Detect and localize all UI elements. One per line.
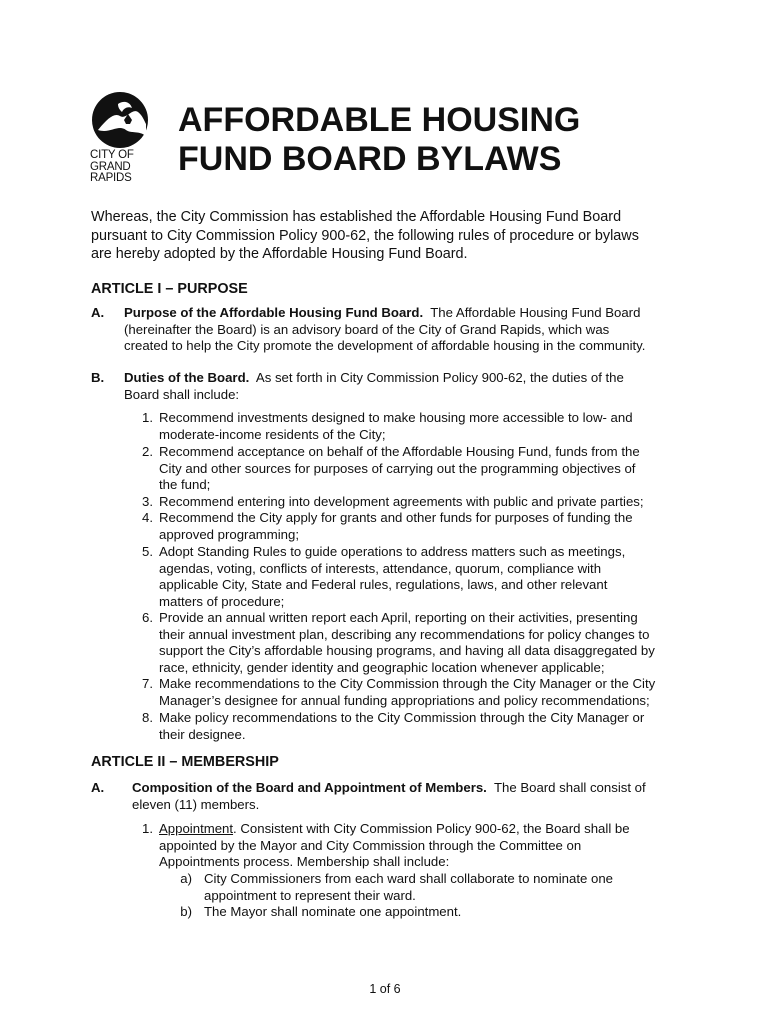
membership-section-a-title: Composition of the Board and Appointment of Members. (132, 780, 487, 795)
section-b-line-2: Board shall include: (124, 386, 240, 402)
section-a-letter: A. (91, 305, 105, 320)
list-item-number: 1. (142, 821, 153, 836)
list-item-line: their annual investment plan, describing any recommendations for policy changes to (159, 626, 650, 642)
article-1-heading: ARTICLE I – PURPOSE (91, 281, 248, 297)
page-number: 1 of 6 (369, 982, 401, 996)
appointment-line-1: . Consistent with City Commission Policy 900-62, the Board shall be (233, 821, 630, 836)
logo-line-3: RAPIDS (90, 172, 132, 184)
list-item-line: Manager’s designee for annual funding appropriations and policy recommendations; (159, 692, 650, 708)
list-item-number: 4. (142, 510, 153, 525)
title-line-1: AFFORDABLE HOUSING (178, 101, 581, 139)
list-item-line: support the City’s affordable housing programs, and having all data disaggregated by (159, 643, 655, 659)
list-item-line: the fund; (159, 477, 211, 493)
list-item-line: Provide an annual written report each April, reporting on their activities, presenting (159, 610, 638, 625)
list-item-number: 5. (142, 544, 153, 559)
membership-section-a-body (132, 780, 692, 813)
list-item-line: Recommend investments designed to make housing more accessible to low- and (159, 410, 633, 425)
membership-section-a-line-2: eleven (11) members. (132, 796, 260, 812)
membership-section-a-line-1: The Board shall consist of (493, 780, 646, 795)
list-item-line: Recommend acceptance on behalf of the Affordable Housing Fund, funds from the (159, 444, 640, 459)
sub-list-item-line: The Mayor shall nominate one appointment. (204, 904, 462, 919)
list-item-number: 8. (142, 710, 153, 725)
list-item-line: Adopt Standing Rules to guide operations to address matters such as meetings, (159, 544, 626, 559)
section-b-line-1: As set forth in City Commission Policy 900-62, the duties of the (255, 370, 624, 385)
logo-line-1: CITY OF (90, 149, 134, 161)
list-item-number: 1. (142, 410, 153, 425)
list-item-line: Make recommendations to the City Commission through the City Manager or the City (159, 676, 656, 691)
logo-line-2: GRAND (90, 160, 131, 173)
list-item-line: Recommend the City apply for grants and other funds for purposes of funding the (159, 510, 633, 525)
list-item-line: Make policy recommendations to the City Commission through the City Manager or (159, 710, 645, 725)
section-b-letter: B. (91, 370, 105, 385)
list-item-number: 2. (142, 444, 153, 459)
logo-text (90, 150, 150, 185)
sub-list-item-line: City Commissioners from each ward shall collaborate to nominate one (204, 871, 613, 886)
intro-line-1: Whereas, the City Commission has established the Affordable Housing Fund Board (91, 209, 622, 225)
intro-line-2: pursuant to City Commission Policy 900-62, the following rules of procedure or bylaws (91, 227, 639, 244)
list-item-line: moderate-income residents of the City; (159, 426, 386, 442)
list-item-number: 3. (142, 494, 153, 509)
article-2-heading: ARTICLE II – MEMBERSHIP (91, 754, 279, 770)
sub-list-item-line: appointment to represent their ward. (204, 887, 416, 903)
title-line-2: FUND BOARD BYLAWS (178, 140, 562, 178)
list-item-line: their designee. (159, 726, 246, 742)
list-item-line: agendas, voting, conflicts of interests, attendance, quorum, compliance with (159, 560, 602, 576)
list-item-line: matters of procedure; (159, 593, 285, 609)
list-item-line: approved programming; (159, 526, 300, 542)
section-b-title: Duties of the Board. (124, 370, 250, 385)
intro-paragraph (91, 208, 691, 264)
section-a-line-1: The Affordable Housing Fund Board (430, 305, 641, 320)
intro-line-3: are hereby adopted by the Affordable Housing Fund Board. (91, 246, 468, 262)
section-a-title: Purpose of the Affordable Housing Fund Board. (124, 305, 424, 320)
sub-list-item-label: a) (180, 871, 192, 886)
appointment-line-3: Appointments process. Membership shall include: (159, 854, 450, 870)
list-item-line: Recommend entering into development agreements with public and private parties; (159, 494, 644, 509)
list-item-number: 7. (142, 676, 153, 691)
membership-section-a-letter: A. (91, 780, 105, 795)
list-item-number: 6. (142, 610, 153, 625)
sub-list-item-label: b) (180, 904, 192, 919)
section-b-body (124, 370, 684, 403)
section-a-line-3: created to help the City promote the development of affordable housing in the community. (124, 338, 646, 354)
appointment-label: Appointment (159, 821, 234, 836)
city-of-grand-rapids-logo-icon (88, 90, 152, 154)
list-item-line: race, ethnicity, gender identity and geographic location whenever applicable; (159, 659, 605, 675)
list-item-line: City and other sources for purposes of carrying out the programming objectives of (159, 460, 636, 476)
section-a-body (124, 305, 684, 355)
section-a-line-2: (hereinafter the Board) is an advisory board of the City of Grand Rapids, which was (124, 321, 610, 337)
list-item-line: applicable City, State and Federal rules, regulations, laws, and other relevant (159, 577, 608, 593)
document-title (178, 101, 738, 179)
appointment-line-2: appointed by the Mayor and City Commission through the Committee on (159, 837, 582, 853)
